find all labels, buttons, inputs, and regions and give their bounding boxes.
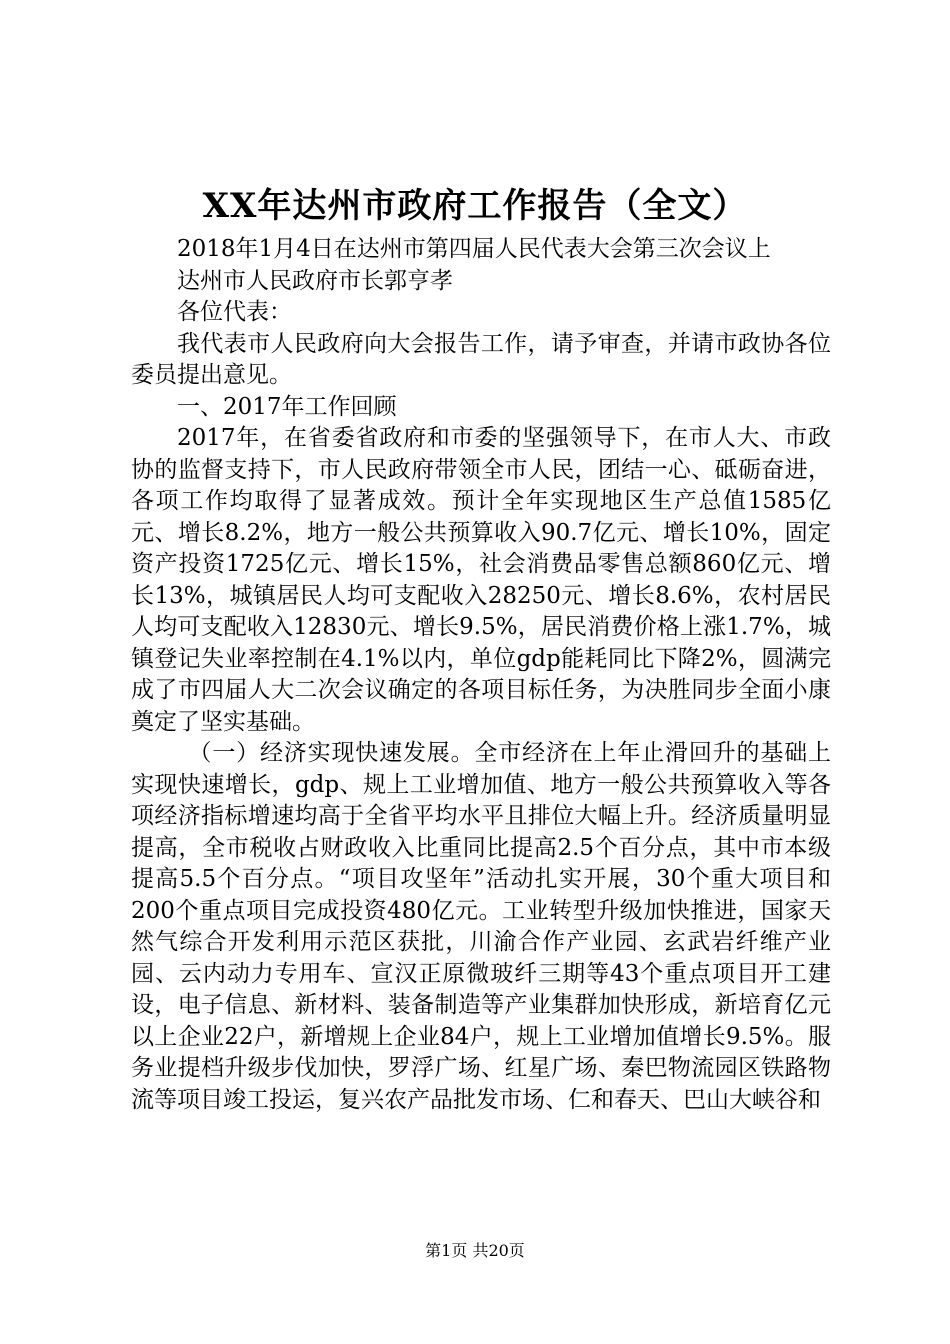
salutation: 各位代表： <box>177 299 292 325</box>
opening-paragraph: 我代表市人民政府向大会报告工作，请予审查，并请市政协各位委员提出意见。 <box>131 330 831 388</box>
review-paragraph: 2017年，在省委省政府和市委的坚强领导下，在市人大、市政协的监督支持下，市人民政府带领全市人民，团结一心、砥砺奋进，各项工作均取得了显著成效。预计全年实现地区生产总值1585亿元、增长8.2%，地方一般公共预算收入90.7亿元、增长10%，固定资产投资1725亿元、增长15%，社会消费品零售总额860亿元、增长13%，城镇居民人均可支配收入28250元、增长8.6%，农村居民人均可支配收入12830元、增长9.5%，居民消费价格上涨1.7%，城镇登记失业率控制在4.1%以内，单位gdp能耗同比下降2%，圆满完成了市四届人大二次会议确定的各项目标任务，为决胜同步全面小康奠定了坚实基础。 <box>131 425 831 735</box>
speaker-line: 达州市人民政府市长郭亨孝 <box>177 267 453 294</box>
meeting-line: 2018年1月4日在达州市第四届人民代表大会第三次会议上 <box>177 236 771 262</box>
document-title: XX年达州市政府工作报告（全文） <box>202 186 748 226</box>
document-body <box>131 234 831 1116</box>
section-heading: 一、2017年工作回顾 <box>177 393 397 420</box>
page-number-footer: 第1页 共20页 <box>425 1241 525 1260</box>
economy-paragraph: （一）经济实现快速发展。全市经济在上年止滑回升的基础上实现快速增长，gdp、规上工业增加值、地方一般公共预算收入等各项经济指标增速均高于全省平均水平且排位大幅上升。经济质量明显提高，全市税收占财政收入比重同比提高2.5个百分点，其中市本级提高5.5个百分点。“项目攻坚年”活动扎实开展，30个重大项目和200个重点项目完成投资480亿元。工业转型升级加快推进，国家天然气综合开发利用示范区获批，川渝合作产业园、玄武岩纤维产业园、云内动力专用车、宣汉正原微玻纤三期等43个重点项目开工建设，电子信息、新材料、装备制造等产业集群加快形成，新培育亿元以上企业22户，新增规上企业84户，规上工业增加值增长9.5%。服务业提档升级步伐加快，罗浮广场、红星广场、秦巴物流园区铁路物流等项目竣工投运，复兴农产品批发市场、仁和春天、巴山大峡谷和 <box>131 740 831 1113</box>
